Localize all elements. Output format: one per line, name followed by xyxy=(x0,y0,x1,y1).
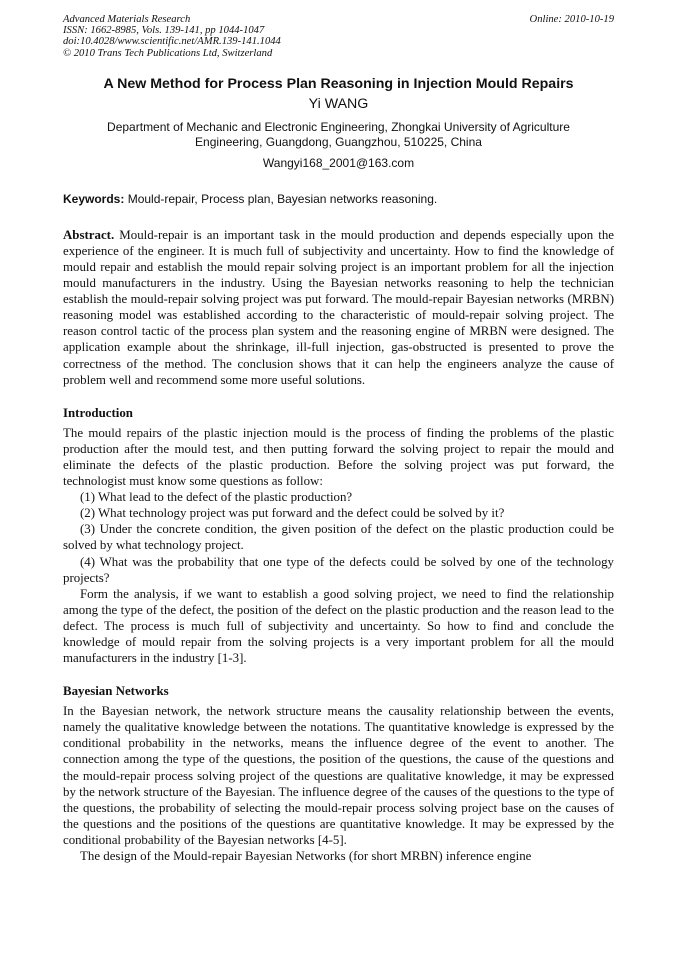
journal-name: Advanced Materials Research xyxy=(63,14,191,25)
doi-line: doi:10.4028/www.scientific.net/AMR.139-141.1044 xyxy=(63,36,281,48)
intro-question-4: (4) What was the probability that one type of the defects could be solved by one of the technology projects? xyxy=(63,554,614,585)
author-email: Wangyi168_2001@163.com xyxy=(262,155,415,170)
keywords-line xyxy=(63,192,614,207)
paper-title: A New Method for Process Plan Reasoning in Injection Mould Repairs xyxy=(103,75,574,92)
intro-question-2: (2) What technology project was put forward and the defect could be solved by it? xyxy=(80,506,505,521)
intro-question-1: (1) What lead to the defect of the plastic production? xyxy=(80,490,353,505)
bayesian-section xyxy=(63,703,614,864)
bayesian-heading: Bayesian Networks xyxy=(63,684,169,699)
issn-line: ISSN: 1662-8985, Vols. 139-141, pp 1044-1047 xyxy=(63,25,265,37)
introduction-heading: Introduction xyxy=(63,405,133,420)
bayesian-paragraph-1: In the Bayesian network, the network structure means the causality relationship between the events, namely the qualitative knowledge between the notations. The quantitative knowledge is expressed by the conditional probability in the networks, means the influence degree of the event to another. The connection among the type of the questions, the position of the questions, the cause of the questions and the mould-repair process solving project of the questions are qualitative knowledge, it may be expressed by the network structure of the Bayesian. The influence degree of the causes of the questions to the type of the questions, the probability of selecting the mould-repair process solving project base on the causes of the questions and the positions of the questions are quantitative knowledge. It may be expressed by the conditional probability of the Bayesian networks [4-5]. xyxy=(63,704,614,847)
abstract-text: Mould-repair is an important task in the mould production and depends especially upon the experience of the engineer. It is much full of subjectivity and uncertainty. How to find the knowledge of mould repair and establish the mould repair solving project is an important problem for all the injection mould manufacturers in the industry. Using the Bayesian networks reasoning to help the technician establish the mould-repair solving project was put forward. The mould-repair Bayesian networks (MRBN) reasoning model was established according to the characteristic of mould-repair solving project. The reason control tactic of the process plan system and the reasoning engine of MRBN were designed. The application example about the shrinkage, ill-full injection, gas-obstructed is presented to prove the correctness of the method. The conclusion shows that it can help the engineers analyze the cause of problem well and recommend some more useful solutions. xyxy=(63,227,614,387)
intro-paragraph-1: The mould repairs of the plastic injection mould is the process of finding the problems of the plastic production after the mould test, and then putting forward the solving project to repair the mould and eliminate the defects of the plastic production. Before the solving project was put forward, the technologist must know some questions as follow: xyxy=(63,425,614,489)
bayesian-paragraph-2: The design of the Mould-repair Bayesian Networks (for short MRBN) inference engine xyxy=(80,849,532,863)
abstract-label: Abstract. xyxy=(63,227,115,242)
intro-question-3: (3) Under the concrete condition, the given position of the defect on the plastic production could be solved by what technology project. xyxy=(63,522,614,553)
paper-page xyxy=(63,14,614,864)
keywords-text: Mould-repair, Process plan, Bayesian networks reasoning. xyxy=(127,191,438,206)
journal-header xyxy=(63,14,614,59)
author-name: Yi WANG xyxy=(308,95,369,112)
keywords-label: Keywords: xyxy=(63,191,125,206)
online-date: Online: 2010-10-19 xyxy=(529,14,614,25)
intro-paragraph-2: Form the analysis, if we want to establish a good solving project, we need to find the relationship among the type of the defect, the position of the defect on the plastic production and the reason lead to the defect. The process is much full of subjectivity and uncertainty. So how to find and conclude the knowledge of mould repair from the solving projects is a very important problem for all the mould manufacturers in the industry [1-3]. xyxy=(63,586,614,666)
introduction-section xyxy=(63,425,614,666)
abstract-paragraph xyxy=(63,227,614,388)
affiliation: Department of Mechanic and Electronic Engineering, Zhongkai University of Agriculture Engineering, Guangdong, Guangzhou, 510225, China xyxy=(107,119,570,149)
copyright-line: © 2010 Trans Tech Publications Ltd, Switzerland xyxy=(63,47,273,59)
